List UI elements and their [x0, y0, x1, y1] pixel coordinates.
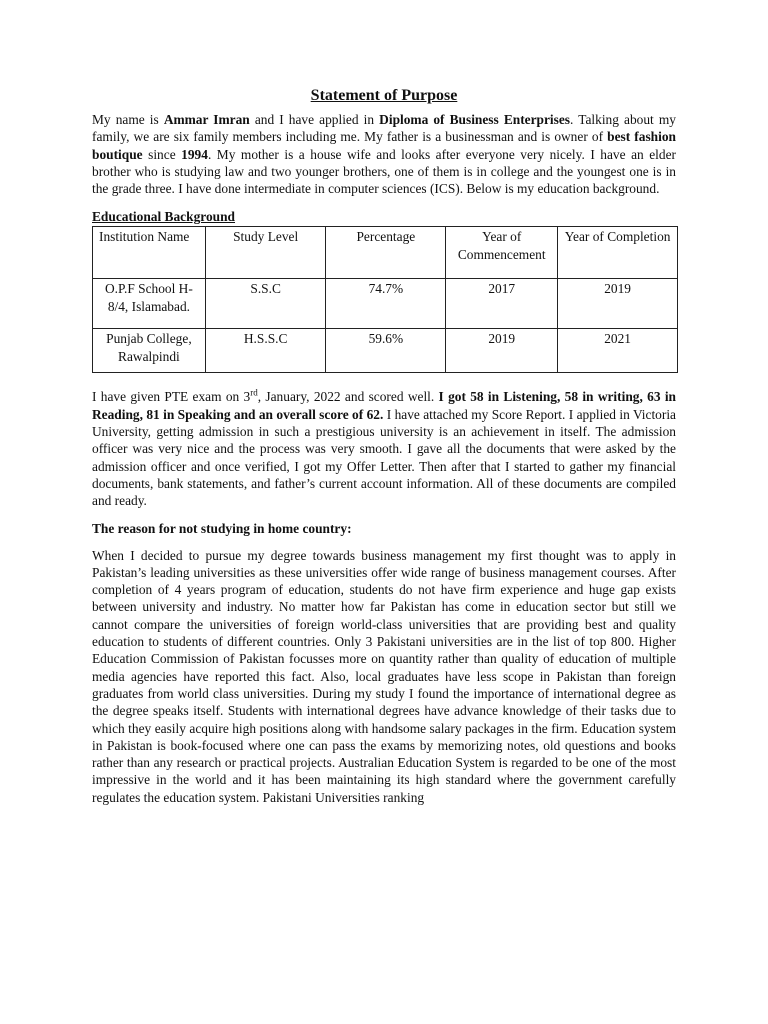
pte-sup: rd: [250, 388, 258, 399]
pte-text-3: I have attached my Score Report. I applied in Victoria University, getting admission in such a prestigious university is an achievement in itself. The admission officer was very nice and the process was very smooth. I gave all the documents that were asked by the admission officer and once verified, I got my Offer Letter. Then after that I started to gather my financial documents, bank statements, and father’s current account information. All of these documents are compiled and ready.: [92, 406, 677, 509]
education-table: [92, 226, 678, 373]
table-cell: 2019: [446, 329, 558, 373]
table-cell: S.S.C: [205, 279, 326, 329]
table-cell: 2017: [446, 279, 558, 329]
table-cell: 2019: [558, 279, 678, 329]
table-row: [93, 329, 678, 373]
intro-text-run: and I have applied in: [249, 112, 380, 127]
table-cell: 59.6%: [326, 329, 446, 373]
table-cell: Punjab College, Rawalpindi: [93, 329, 206, 373]
intro-bold-run: Ammar Imran: [163, 112, 250, 127]
table-header-cell: Study Level: [205, 227, 326, 279]
table-header-cell: Institution Name: [93, 227, 206, 279]
intro-text-run: . Talking about my family, we are six family members including me. My father is a businessman and is owner of: [92, 112, 676, 145]
table-header-cell: Year of Completion: [558, 227, 678, 279]
education-table-body: [93, 227, 678, 373]
intro-text-run: . My mother is a house wife and looks after everyone very nicely. I have an elder brother who is studying law and two younger brothers, one of them is in college and the youngest one is in the grade three. I have done intermediate in computer sciences (ICS). Below is my education background.: [92, 146, 676, 197]
intro-bold-run: best fashion boutique: [92, 129, 676, 162]
table-header-cell: Percentage: [326, 227, 446, 279]
reason-paragraph: When I decided to pursue my degree towards business management my first thought was to apply in Pakistan’s leading universities as these universities offer wide range of business management courses. After completion of 4 years program of education, students do not have firm experience and huge gap exists between university and industry. No matter how far Pakistan has come in education sector but still we cannot compare the universities of foreign world-class universities that are providing best and quality education to students of different countries. Only 3 Pakistani universities are in the list of top 800. Higher Education Commission of Pakistan focusses more on quantity rather than quality of education of multiple media agencies have reported this fact. Also, local graduates have less scope in Pakistan than foreign graduates from world class universities. During my study I found the importance of international degree as the degree speaks itself. Students with international degrees have advance knowledge of their tasks due to which they easily acquire high positions along with handsome salary packages in the firm. Education system in Pakistan is book-focused where one can pass the exams by memorizing notes, old questions and books rather than any research or practical projects. Australian Education System is regarded to be one of the most impressive in the world and it has been maintaining its high standard where the government carefully regulates the education system. Pakistani Universities ranking: [92, 547, 676, 805]
intro-paragraph: [92, 111, 676, 197]
intro-text-run: My name is: [92, 112, 164, 127]
table-cell: 74.7%: [326, 279, 446, 329]
table-cell: O.P.F School H-8/4, Islamabad.: [93, 279, 206, 329]
table-row: [93, 279, 678, 329]
pte-text-1: I have given PTE exam on 3: [92, 389, 251, 405]
document-page: [92, 86, 676, 806]
table-cell: H.S.S.C: [205, 329, 326, 373]
intro-bold-run: Diploma of Business Enterprises: [379, 112, 571, 127]
intro-bold-run: 1994: [181, 146, 208, 162]
reason-heading: The reason for not studying in home country:: [92, 520, 352, 536]
page-title: Statement of Purpose: [310, 87, 458, 104]
table-header-row: [93, 227, 678, 279]
pte-paragraph: [92, 388, 676, 509]
pte-scores: I got 58 in Listening, 58 in writing, 63 in Reading, 81 in Speaking and an overall score of 62.: [92, 389, 676, 422]
table-header-cell: Year of Commencement: [446, 227, 558, 279]
education-heading: Educational Background: [92, 209, 236, 225]
intro-text-run: since: [142, 146, 182, 162]
table-cell: 2021: [558, 329, 678, 373]
pte-text-2: , January, 2022 and scored well.: [257, 389, 439, 405]
